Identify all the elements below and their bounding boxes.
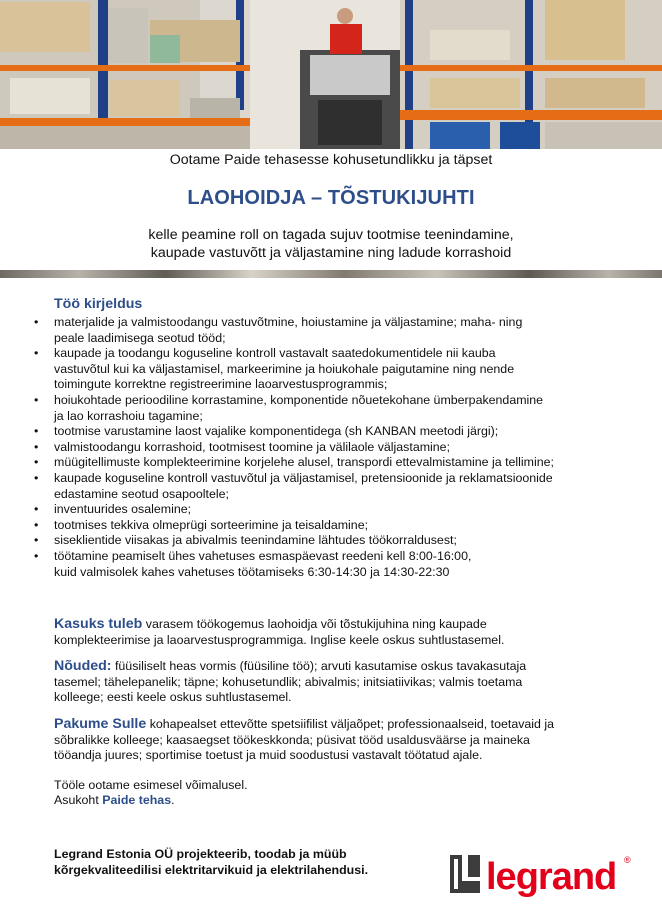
requirements-paragraph: [54, 659, 634, 706]
company-footer: [54, 847, 434, 878]
duty-line: siseklientide viisakas ja abivalmis teenindamine lähtudes töökorraldusest;: [54, 533, 457, 548]
bullet-icon: •: [34, 439, 39, 454]
start-line: Tööle ootame esimesel võimalusel.: [54, 777, 248, 792]
duty-item: [34, 471, 634, 502]
start-paragraph: [54, 778, 634, 809]
offer-line: sõbralikke kolleege; kaasaegset töökeskkonda; püsivat tööd usaldusväärse ja maineka: [54, 732, 530, 747]
duty-line: ja lao korrashoiu tagamine;: [54, 408, 203, 423]
duty-item: [34, 502, 634, 518]
footer-line: kõrgekvaliteedilisi elektritarvikuid ja elektrilahendusi.: [54, 862, 369, 877]
bullet-icon: •: [34, 346, 39, 361]
offer-line: tööandja juures; sportimise toetust ja muid soodustusi vastavalt töötatud ajale.: [54, 748, 483, 763]
advantage-lead: Kasuks tuleb: [54, 616, 143, 633]
duty-item: [34, 346, 634, 393]
duty-line: tootmise varustamine laost vajalike komponentidega (sh KANBAN meetodi järgi);: [54, 424, 499, 439]
duty-item: [34, 549, 634, 580]
intro-text: Ootame Paide tehasesse kohusetundlikku ja täpset: [169, 152, 493, 168]
duty-item: [34, 393, 634, 424]
bullet-icon: •: [34, 517, 39, 532]
duty-line: kuid valmisolek kahes vahetuses töötamiseks 6:30-14:30 ja 14:30-22:30: [54, 564, 450, 579]
legrand-logo: [448, 851, 638, 897]
requirements-lead: Nõuded:: [54, 658, 112, 675]
location-value: Paide tehas: [102, 793, 172, 808]
job-title: LAOHOIDJA – TÕSTUKIJUHTI: [187, 187, 475, 209]
duty-item: [34, 533, 634, 549]
advantage-line: komplekteerimise ja laoarvestusprogrammiga. Inglise keele oskus suhtlustasemel.: [54, 632, 505, 647]
advantage-paragraph: [54, 617, 634, 648]
duty-line: vastuvõtul kui ka väljastamisel, markeerimine ja hoiukohale paigutamine ning nende: [54, 361, 515, 376]
duty-item: [34, 315, 634, 346]
logo-wordmark: legrand: [486, 856, 617, 897]
duty-line: inventuurides osalemine;: [54, 502, 192, 517]
duty-line: kaupade koguseline kontroll vastuvõtul ja väljastamisel, pretensioonide ja reklamatsioonide: [54, 470, 553, 485]
duty-line: peale laadimisega seotud tööd;: [54, 330, 226, 345]
duty-line: valmistoodangu korrashoid, tootmisest toomine ja välilaole väljastamine;: [54, 439, 451, 454]
job-description-content: [34, 296, 634, 809]
duties-list: [34, 315, 634, 580]
job-subtitle: [0, 226, 662, 262]
requirements-line: kolleege; eesti keele oskus suhtlustasemel.: [54, 690, 292, 705]
registered-mark: ®: [624, 855, 631, 865]
requirements-line: tasemel; tähelepanelik; täpne; kohusetundlik; abivalmis; initsiatiivikas; valmis toetama: [54, 674, 523, 689]
bullet-icon: •: [34, 533, 39, 548]
subtitle-line: kelle peamine roll on tagada sujuv tootmise teenindamine,: [148, 227, 514, 243]
duty-line: hoiukohtade perioodiline korrastamine, komponentide nõuetekohane ümberpakendamine: [54, 392, 544, 407]
bullet-icon: •: [34, 502, 39, 517]
duty-item: [34, 440, 634, 456]
offer-paragraph: [54, 717, 634, 764]
duty-item: [34, 424, 634, 440]
offer-line: kohapealset ettevõtte spetsiifilist väljaõpet; professionaalseid, toetavaid ja: [146, 717, 555, 732]
bullet-icon: •: [34, 548, 39, 563]
subtitle-line: kaupade vastuvõtt ja väljastamine ning ladude korrashoid: [150, 245, 512, 261]
duties-heading: Töö kirjeldus: [54, 296, 143, 312]
warehouse-photo: [0, 0, 662, 149]
bullet-icon: •: [34, 392, 39, 407]
location-label: Asukoht: [54, 793, 103, 808]
bullet-icon: •: [34, 424, 39, 439]
duty-item: [34, 518, 634, 534]
duty-line: edastamine seotud osapooltele;: [54, 486, 229, 501]
duty-line: toimingute korrektne registreerimine laoarvestusprogrammis;: [54, 377, 388, 392]
duty-line: tootmises tekkiva olmeprügi sorteerimine ja teisaldamine;: [54, 517, 369, 532]
duty-line: müügitellimuste komplekteerimine korjelehe alusel, transpordi ettevalmistamine ja tellimine;: [54, 455, 554, 470]
location-end: .: [171, 793, 175, 808]
footer-line: Legrand Estonia OÜ projekteerib, toodab ja müüb: [54, 847, 347, 861]
bullet-icon: •: [34, 315, 39, 329]
requirements-line: füüsiliselt heas vormis (füüsiline töö); arvuti kasutamise oskus tavakasutaja: [111, 659, 527, 674]
bullet-icon: •: [34, 455, 39, 470]
duty-line: töötamine peamiselt ühes vahetuses esmaspäevast reedeni kell 8:00-16:00,: [54, 548, 472, 563]
photo-strip: [0, 270, 662, 278]
duty-item: [34, 455, 634, 471]
legrand-mark-icon: [450, 855, 480, 893]
bullet-icon: •: [34, 470, 39, 485]
duty-line: materjalide ja valmistoodangu vastuvõtmine, hoiustamine ja väljastamine; maha- ning: [54, 315, 523, 329]
duty-line: kaupade ja toodangu koguseline kontroll vastavalt saatedokumentidele nii kauba: [54, 346, 496, 361]
advantage-line: varasem töökogemus laohoidja või tõstukijuhina ning kaupade: [142, 617, 487, 632]
offer-lead: Pakume Sulle: [54, 716, 147, 733]
